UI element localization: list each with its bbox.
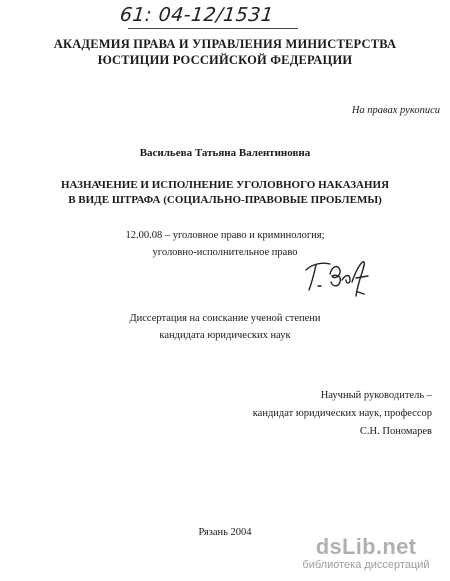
watermark-main-text: dsLib.net [315, 534, 417, 559]
specialty-line-1: 12.00.08 – уголовное право и криминология; [125, 230, 325, 241]
institution-line-2: ЮСТИЦИИ РОССИЙСКОЙ ФЕДЕРАЦИИ [97, 53, 353, 67]
watermark-sub-text: библиотека диссертаций [302, 559, 430, 571]
dissertation-title [0, 178, 450, 208]
stamp-underline [128, 28, 298, 29]
degree-line-1: Диссертация на соискание ученой степени [129, 313, 321, 324]
advisor-line-1: Научный руководитель – [320, 390, 432, 401]
degree-statement [0, 310, 450, 344]
scientific-advisor [200, 387, 432, 441]
author-name: Васильева Татьяна Валентиновна [139, 147, 311, 159]
title-line-1: НАЗНАЧЕНИЕ И ИСПОЛНЕНИЕ УГОЛОВНОГО НАКАЗАНИЯ [60, 179, 390, 191]
institution-line-1: АКАДЕМИЯ ПРАВА И УПРАВЛЕНИЯ МИНИСТЕРСТВА [53, 37, 397, 51]
dslib-watermark-logo[interactable] [286, 535, 446, 579]
specialty-code [0, 227, 450, 261]
rights-note: На правах рукописи [351, 105, 440, 116]
city-year: Рязань 2004 [198, 527, 252, 538]
handwritten-signature [300, 252, 370, 300]
archive-stamp-number: 61: 04-12/1531 [118, 4, 275, 26]
degree-line-2: кандидата юридических наук [159, 330, 291, 341]
advisor-line-3: С.Н. Пономарев [359, 426, 432, 437]
title-line-2: В ВИДЕ ШТРАФА (СОЦИАЛЬНО-ПРАВОВЫЕ ПРОБЛЕМЫ) [68, 194, 382, 206]
specialty-line-2: уголовно-исполнительное право [152, 247, 298, 258]
advisor-line-2: кандидат юридических наук, профессор [252, 408, 432, 419]
